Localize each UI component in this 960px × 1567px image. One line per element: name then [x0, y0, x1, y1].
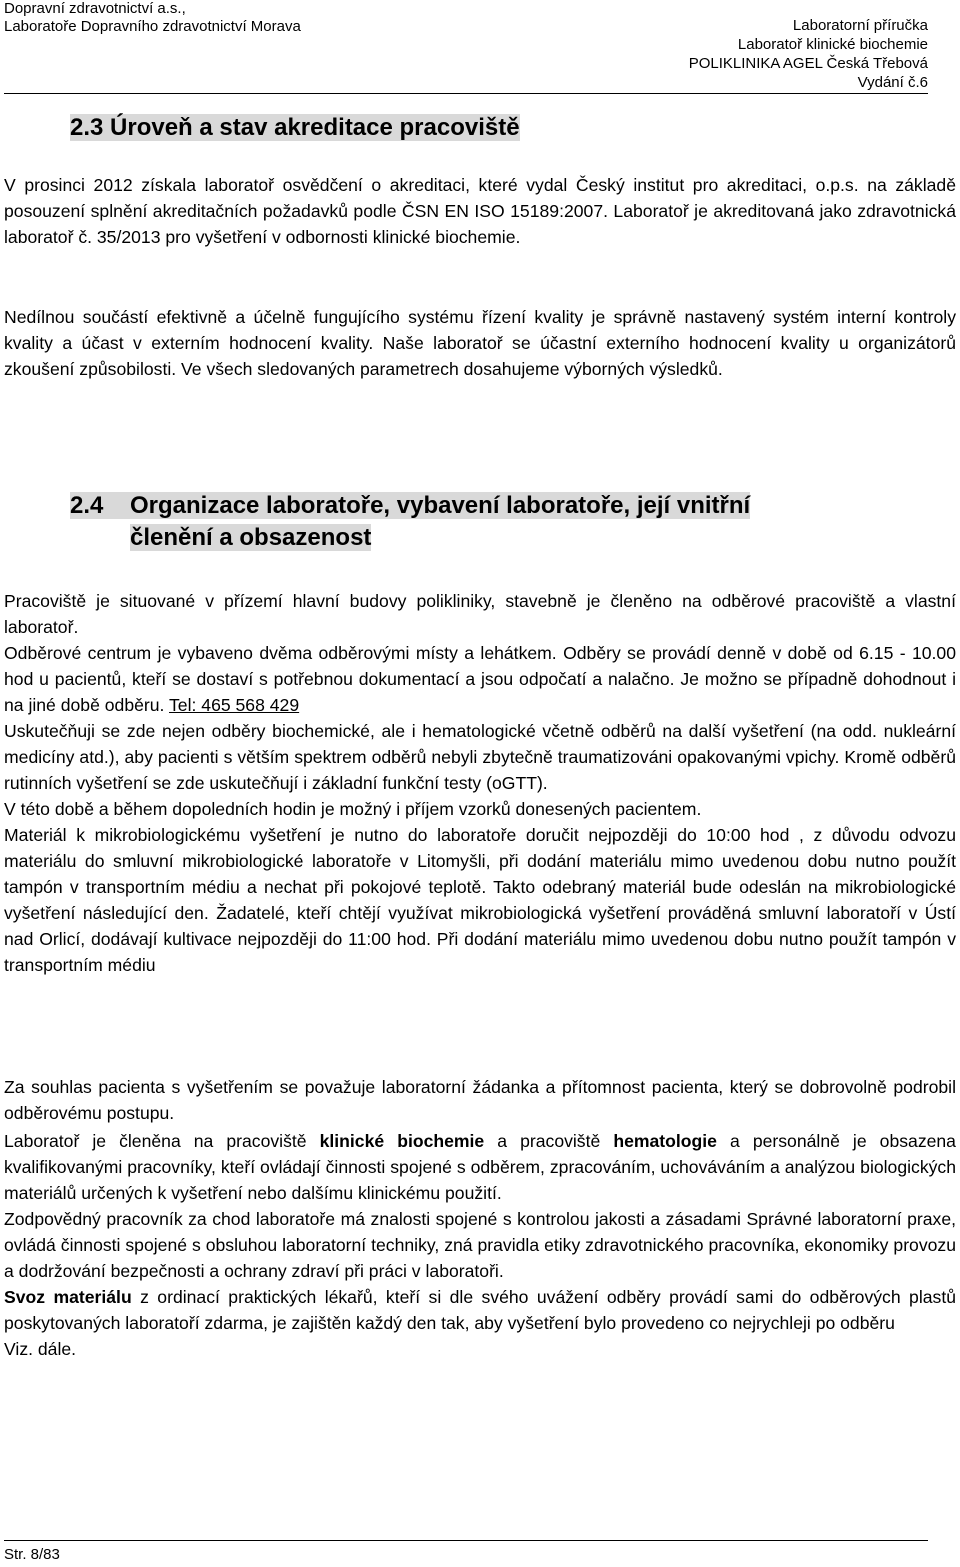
- microbiology-paragraph: Materiál k mikrobiologickému vyšetření je nutno do laboratoře doručit nejpozději do 10:00 hod , z důvodu odvozu materiálu do smluvní mikrobiologické laboratoře v Litomyšli, při dodání materiálu mimo uvedenou dobu nutno použít tampón v transportním médiu a nechat při pokojové teplotě. Takto odebraný materiál bude odeslán na mikrobiologické vyšetření následující den. Žadatelé, kteří chtějí využívat mikrobiologická vyšetření prováděná smluvní laboratoří v Ústí nad Orlicí, dodávají kultivace nejpozději do 11:00 hod. Při dodání materiálu mimo uvedenou dobu nutno použít tampón v transportním médiu: [4, 825, 956, 975]
- footer-divider: [4, 1540, 928, 1541]
- collections-types-paragraph: Uskutečňuji se zde nejen odběry biochemické, ale i hematologické včetně odběrů na další vyšetření (na odd. nukleární medicíny atd.), aby pacienti s větším spektrem odběrů nebyli zbytečně traumatizováni opakovanými vpichy. Kromě odběrů rutinních vyšetření se zde uskutečňují i základní funkční testy (oGTT).: [4, 721, 956, 793]
- staffing-block: [4, 1128, 956, 1362]
- header-company: Dopravní zdravotnictví a.s.,: [4, 0, 186, 17]
- header-lab-name: Laboratoř klinické biochemie: [737, 36, 928, 53]
- departments-paragraph: [4, 1128, 956, 1206]
- transport-label: Svoz materiálu: [4, 1287, 132, 1307]
- departments-text-e: a personálně je obsazena kvalifikovanými pracovníky, kteří ovládají činnosti spojené s odběrem, zpracováním, uchováváním a analýzou biologických materiálů určených k vyšetření nebo dalšímu klinickému použití.: [4, 1131, 956, 1203]
- page-number: Str. 8/83: [4, 1546, 60, 1563]
- page-header: [0, 0, 960, 96]
- location-paragraph: Pracoviště je situované v přízemí hlavní budovy polikliniky, stavebně je členěno na odběrové pracoviště a vlastní laboratoř.: [4, 591, 956, 637]
- phone-number: Tel: 465 568 429: [169, 695, 300, 715]
- header-clinic: POLIKLINIKA AGEL Česká Třebová: [688, 55, 928, 72]
- accreditation-paragraph: V prosinci 2012 získala laboratoř osvědčení o akreditaci, které vydal Český institut pro akreditaci, o.p.s. na základě posouzení splnění akreditačních požadavků podle ČSN EN ISO 15189:2007. Laboratoř je akreditovaná jako zdravotnická laboratoř č. 35/2013 pro vyšetření v odbornosti klinické biochemie.: [4, 175, 956, 247]
- header-document-info: [689, 16, 928, 92]
- section-title-line1: Organizace laboratoře, vybavení laboratoře, její vnitřní: [130, 492, 751, 519]
- departments-text-c: a pracoviště: [484, 1131, 614, 1151]
- collection-paragraph: [4, 640, 956, 718]
- collection-text: Odběrové centrum je vybaveno dvěma odběrovými místy a lehátkem. Odběry se provádí denně v době od 6.15 - 10.00 hod u pacientů, kteří se dostaví s potřebnou dokumentací a jsou odpočatí a nalačno. Je možno se případně dohodnout i na jiné době odběru.: [4, 643, 956, 715]
- header-edition: Vydání č.6: [857, 74, 928, 91]
- section-2-3-body: [4, 172, 956, 250]
- sample-intake-paragraph: V této době a během dopoledních hodin je možný i příjem vzorků donesených pacientem.: [4, 799, 702, 819]
- header-doc-title: Laboratorní příručka: [792, 17, 928, 34]
- quality-paragraph: Nedílnou součástí efektivně a účelně fungujícího systému řízení kvality je správně nastavený systém interní kontroly kvality a účast v externím hodnocení kvality. Naše laboratoř se účastní externího hodnocení kvality u organizátorů zkoušení způsobilosti. Ve všech sledovaných parametrech dosahujeme výborných výsledků.: [4, 307, 956, 379]
- transport-text: z ordinací praktických lékařů, kteří si dle svého uvážení odběry provádí sami do odběrových plastů poskytovaných laboratoří zdarma, je zajištěn každý den tak, aby vyšetření bylo provedeno co nejrychleji po odběru: [4, 1287, 956, 1333]
- transport-paragraph: [4, 1284, 956, 1336]
- section-title-line2: členění a obsazenost: [130, 524, 372, 551]
- section-heading-text: [70, 492, 750, 519]
- dept-hematology: hematologie: [613, 1131, 717, 1151]
- section-heading-2-3: [70, 112, 520, 144]
- consent-block: [4, 1074, 956, 1126]
- dept-clinical-biochemistry: klinické biochemie: [319, 1131, 485, 1151]
- section-number: 2.4: [70, 492, 104, 519]
- responsible-worker-paragraph: Zodpovědný pracovník za chod laboratoře má znalosti spojené s kontrolou jakosti a zásadami Správné laboratorní praxe, ovládá činnosti spojené s obsluhou laboratorní techniky, zná pravidla etiky zdravotnického pracovníka, ekonomiky provozu a dodržování bezpečnosti a ochrany zdraví při práci v laboratoři.: [4, 1209, 956, 1281]
- section-heading-2-4: [70, 490, 890, 554]
- see-below-note: Viz. dále.: [4, 1339, 77, 1359]
- section-2-4-body: [4, 588, 956, 978]
- section-2-3-body-2: [4, 304, 956, 382]
- header-organization: [4, 0, 301, 36]
- page-footer: [4, 1546, 928, 1563]
- departments-text-a: Laboratoř je členěna na pracoviště: [4, 1131, 320, 1151]
- consent-paragraph: Za souhlas pacienta s vyšetřením se považuje laboratorní žádanka a přítomnost pacienta, který se dobrovolně podrobil odběrovému postupu.: [4, 1077, 956, 1123]
- header-divider: [4, 93, 928, 94]
- section-heading-text: 2.3 Úroveň a stav akreditace pracoviště: [70, 114, 520, 141]
- header-labs: Laboratoře Dopravního zdravotnictví Morava: [4, 18, 301, 35]
